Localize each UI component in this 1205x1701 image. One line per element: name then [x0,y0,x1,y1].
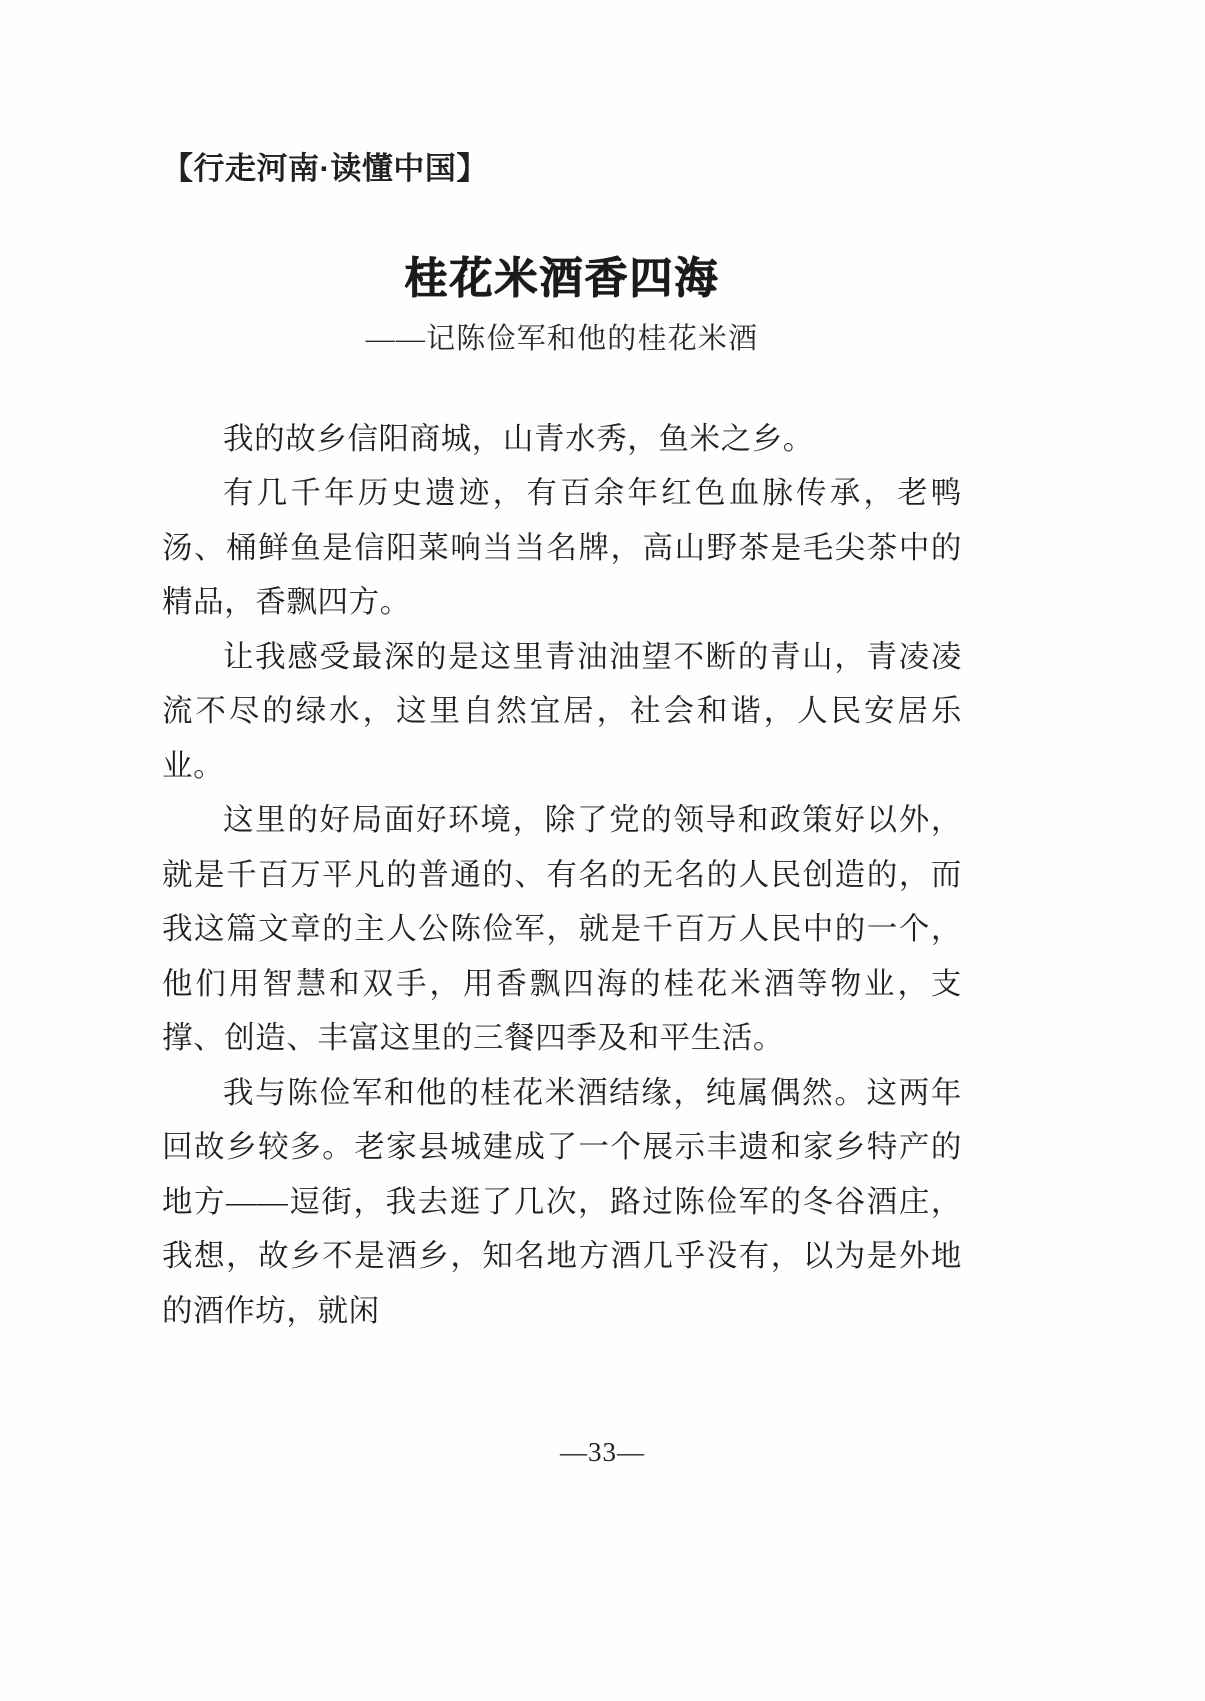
article-subtitle: ——记陈俭军和他的桂花米酒 [365,323,759,356]
body-paragraph: 有几千年历史遗迹，有百余年红色血脉传承，老鸭汤、桶鲜鱼是信阳菜响当当名牌，高山野茶是毛尖茶中的精品，香飘四方。 [162,476,962,620]
body-paragraph: 让我感受最深的是这里青油油望不断的青山，青凌凌流不尽的绿水，这里自然宜居，社会和谐，人民安居乐业。 [162,639,962,783]
page-number: —33— [560,1437,645,1467]
body-paragraph: 这里的好局面好环境，除了党的领导和政策好以外，就是千百万平凡的普通的、有名的无名的人民创造的，而我这篇文章的主人公陈俭军，就是千百万人民中的一个，他们用智慧和双手，用香飘四海的桂花米酒等物业，支撑、创造、丰富这里的三餐四季及和平生活。 [162,803,962,1056]
page-content-area [162,150,962,1338]
body-paragraph: 我的故乡信阳商城，山青水秀，鱼米之乡。 [223,421,814,456]
article-body [162,412,962,1339]
column-tag: 【行走河南·读懂中国】 [162,151,488,186]
article-title: 桂花米酒香四海 [404,256,720,304]
body-paragraph: 我与陈俭军和他的桂花米酒结缘，纯属偶然。这两年回故乡较多。老家县城建成了一个展示丰遗和家乡特产的地方——逗街，我去逛了几次，路过陈俭军的冬谷酒庄，我想，故乡不是酒乡，知名地方酒几乎没有，以为是外地的酒作坊，就闲 [162,1075,962,1328]
title-block [162,251,962,360]
